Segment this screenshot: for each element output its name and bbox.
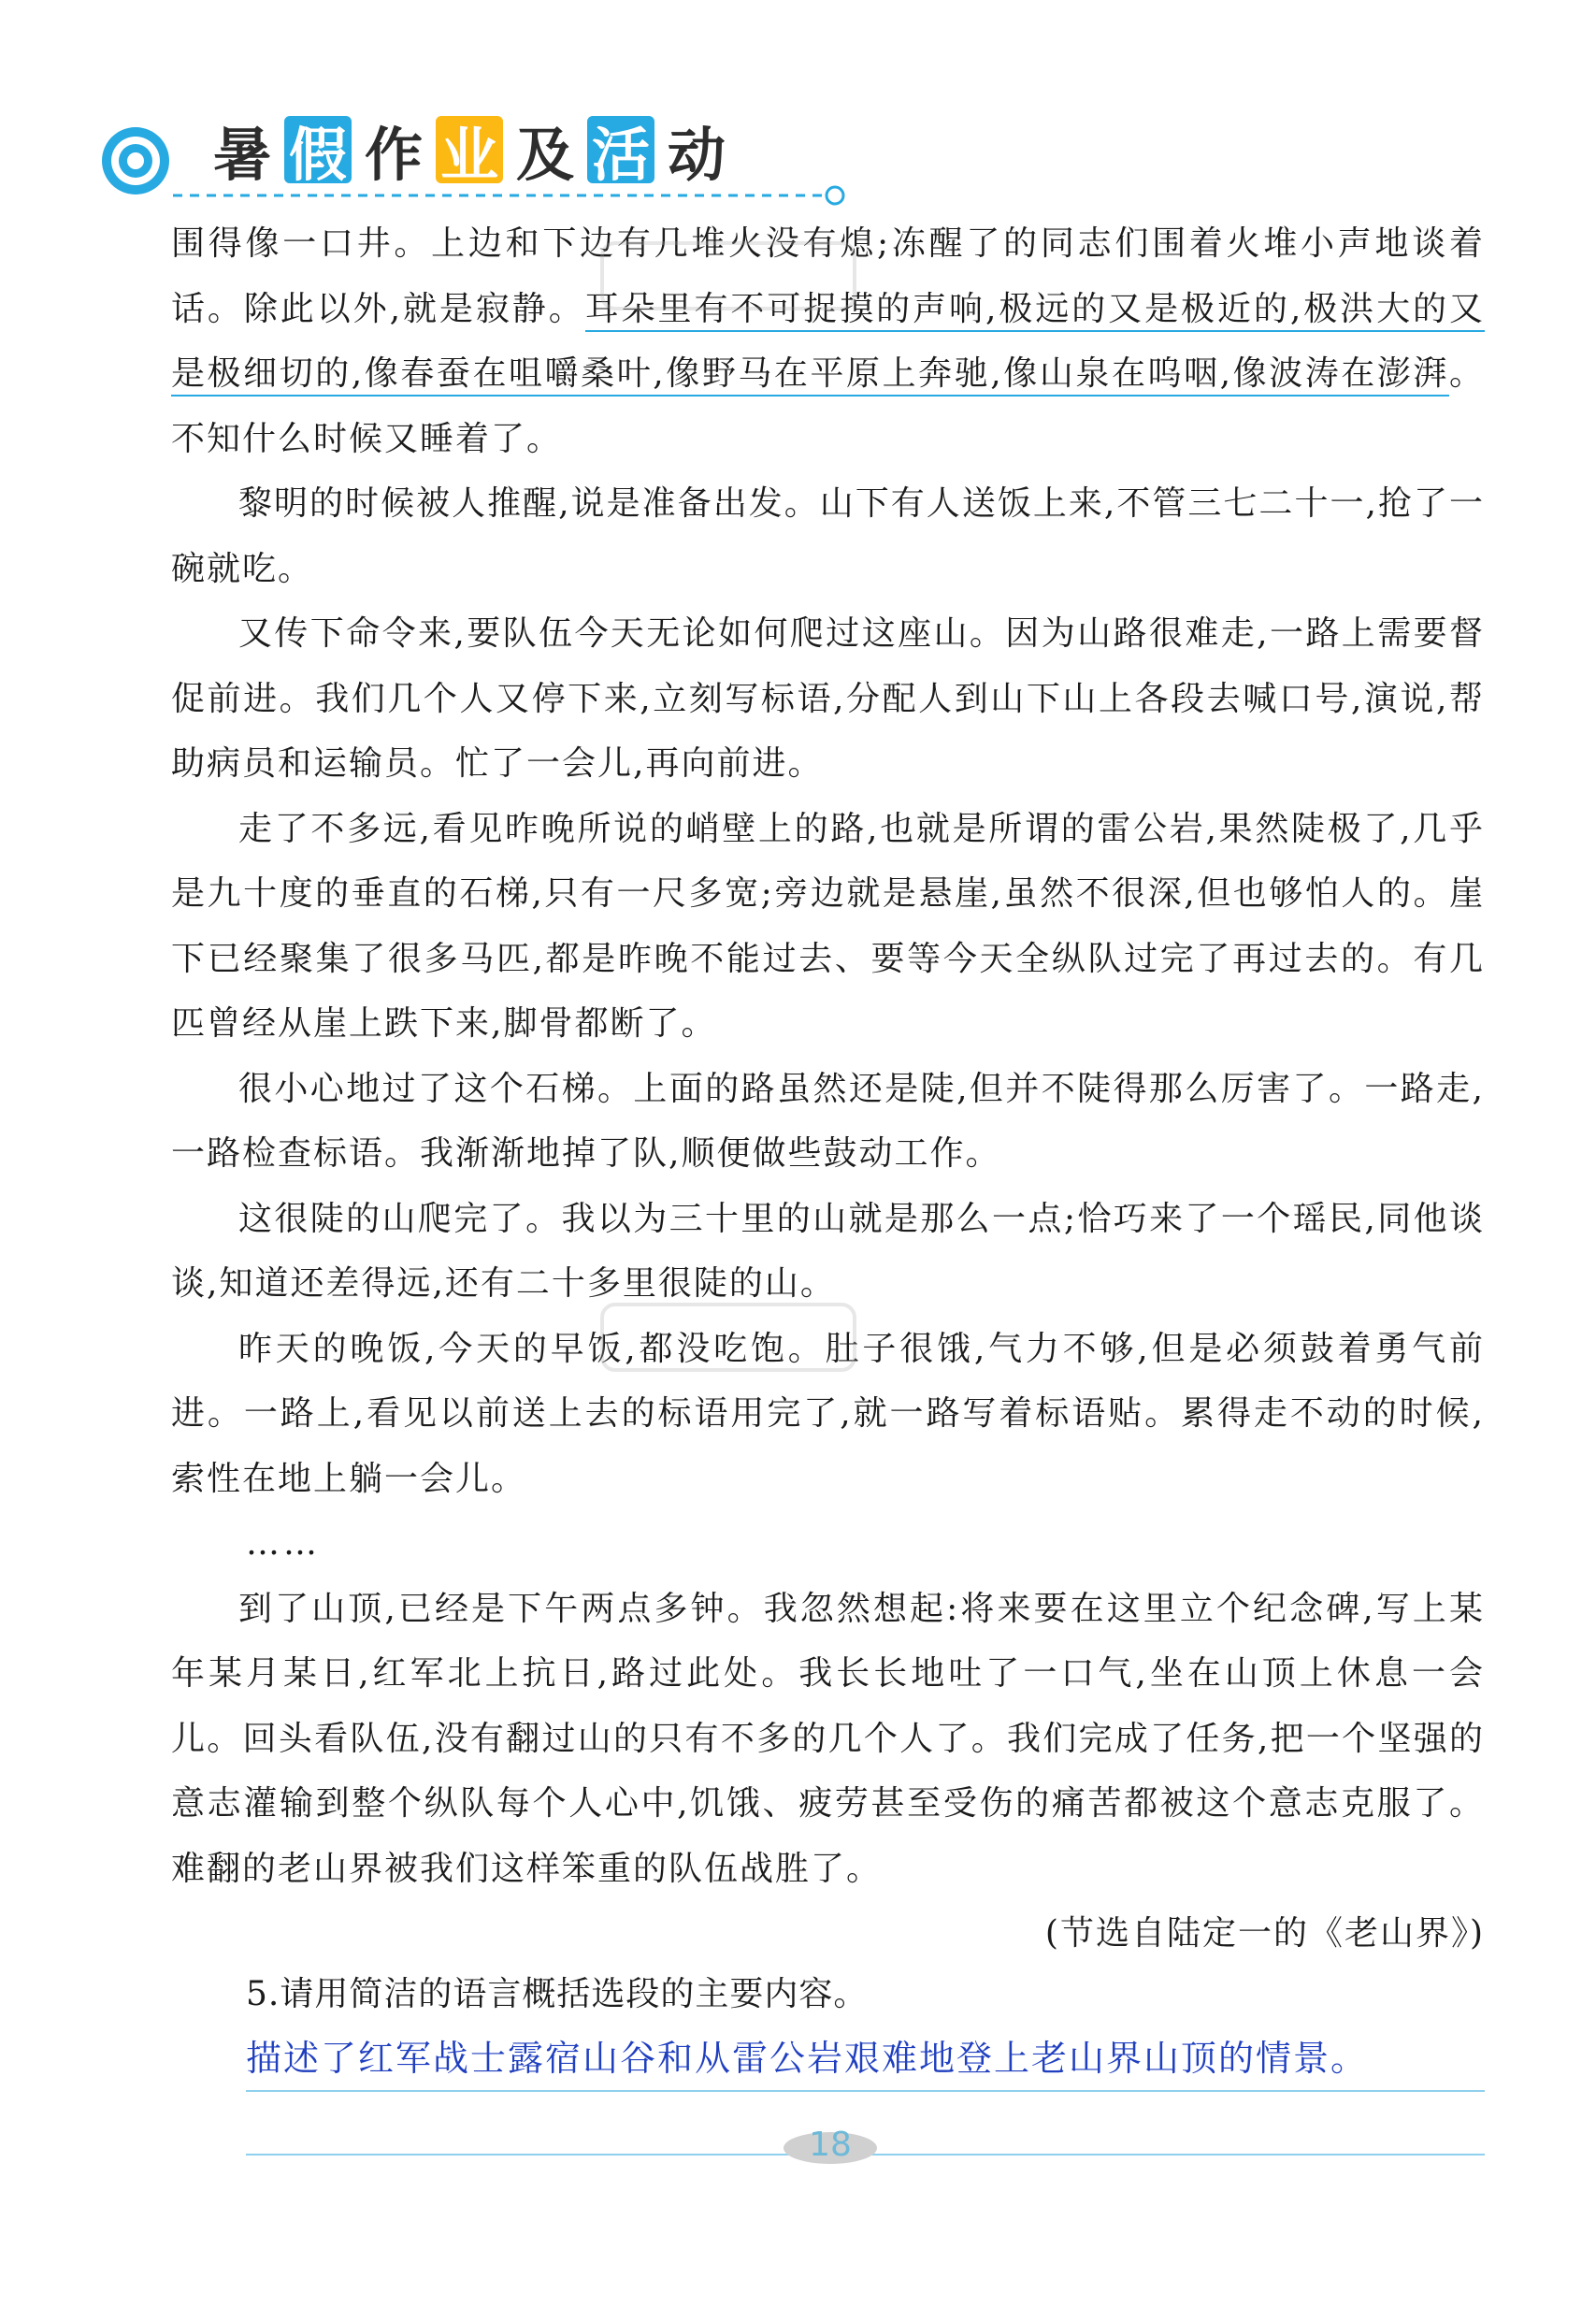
answer-line-1[interactable] xyxy=(246,2023,1485,2092)
reading-passage xyxy=(171,211,1485,2156)
title-char-5: 及 xyxy=(515,120,574,189)
question-5: 5.请用简洁的语言概括选段的主要内容。 xyxy=(246,1974,869,2013)
title-char-1: 暑 xyxy=(212,120,271,189)
paragraph-4: 走了不多远,看见昨晚所说的峭壁上的路,也就是所谓的雷公岩,果然陡极了,几乎是九十度的垂直的石梯,只有一尺多宽;旁边就是悬崖,虽然不很深,但也够怕人的。崖下已经聚集了很多马匹,都是昨晚不能过去、要等今天全纵队过完了再过去的。有几匹曾经从崖上跌下来,脚骨都断了。 xyxy=(171,809,1485,1043)
header-dashed-line xyxy=(173,184,846,207)
title-char-4: 业 xyxy=(436,116,503,183)
watermark-1-icon xyxy=(598,234,860,318)
paragraph-2: 黎明的时候被人推醒,说是准备出发。山下有人送饭上来,不管三七二十一,抢了一碗就吃。 xyxy=(171,484,1485,588)
target-circle-icon xyxy=(98,123,173,198)
title-char-2: 假 xyxy=(284,116,352,183)
paragraph-1-text-a: 围得像一口井。上边和下边有几堆火没有熄;冻醒了的同志们围着火堆小声地谈着话。除此以外,就是寂静。 xyxy=(171,224,1485,328)
title-char-7: 动 xyxy=(667,120,726,189)
underlined-sentence: 耳朵里有不可捉摸的声响,极远的又是极近的,极洪大的又是极细切的,像春蚕在咀嚼桑叶,像野马在平原上奔驰,像山泉在呜咽,像波涛在澎湃 xyxy=(171,290,1485,397)
paragraph-6: 这很陡的山爬完了。我以为三十里的山就是那么一点;恰巧来了一个瑶民,同他谈谈,知道还差得远,还有二十多里很陡的山。 xyxy=(171,1199,1485,1303)
paragraph-7: 昨天的晚饭,今天的早饭,都没吃饱。肚子很饿,气力不够,但是必须鼓着勇气前进。一路上,看见以前送上去的标语用完了,就一路写着标语贴。累得走不动的时候,索性在地上躺一会儿。 xyxy=(171,1329,1485,1498)
header-title xyxy=(206,112,733,187)
paragraph-3: 又传下命令来,要队伍今天无论如何爬过这座山。因为山路很难走,一路上需要督促前进。我们几个人又停下来,立刻写标语,分配人到山下山上各段去喊口号,演说,帮助病员和运输员。忙了一会儿,再向前进。 xyxy=(171,614,1485,783)
handwritten-answer: 描述了红军战士露宿山谷和从雷公岩艰难地登上老山界山顶的情景。 xyxy=(246,2037,1369,2079)
source-citation: (节选自陆定一的《老山界》) xyxy=(1044,1914,1485,1953)
page-number xyxy=(784,2123,877,2166)
paragraph-8: 到了山顶,已经是下午两点多钟。我忽然想起:将来要在这里立个纪念碑,写上某年某月某日,红军北上抗日,路过此处。我长长地吐了一口气,坐在山顶上休息一会儿。回头看队伍,没有翻过山的只有不多的几个人了。我们完成了任务,把一个坚强的意志灌输到整个纵队每个人心中,饥饿、疲劳甚至受伤的痛苦都被这个意志克服了。难翻的老山界被我们这样笨重的队伍战胜了。 xyxy=(171,1589,1485,1888)
title-char-6: 活 xyxy=(587,116,654,183)
watermark-2-icon xyxy=(598,1295,860,1379)
header-banner xyxy=(98,105,874,208)
paragraph-5: 很小心地过了这个石梯。上面的路虽然还是陡,但并不陡得那么厉害了。一路走,一路检查标语。我渐渐地掉了队,顺便做些鼓动工作。 xyxy=(171,1069,1485,1173)
paragraph-1-text-b: 。不知什么时候又睡着了。 xyxy=(171,354,1485,458)
page-number-text: 18 xyxy=(809,2125,852,2164)
ellipsis: …… xyxy=(246,1524,321,1563)
title-char-3: 作 xyxy=(364,120,423,189)
